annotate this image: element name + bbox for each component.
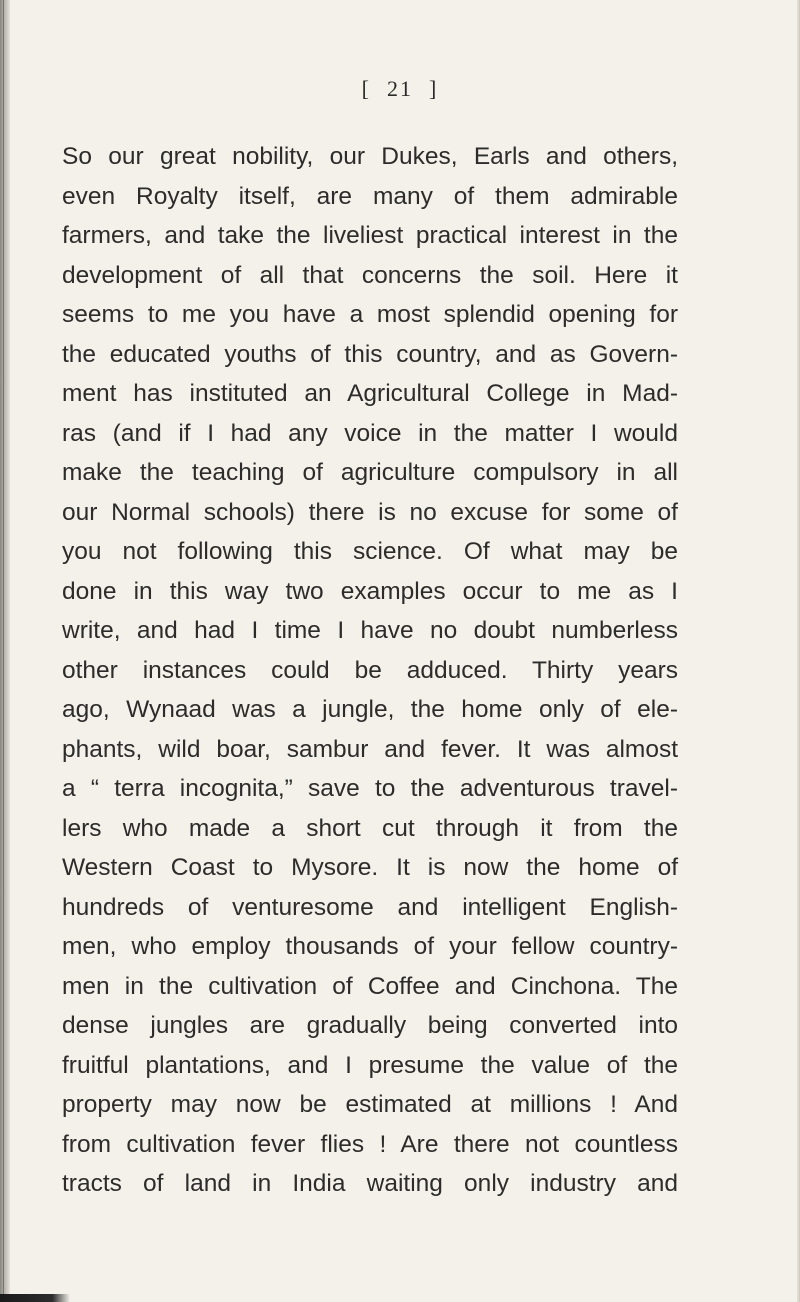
page-corner-shadow — [0, 1294, 70, 1302]
text-line: phants, wild boar, sambur and fever. It was almost — [62, 735, 678, 763]
text-line: tracts of land in India waiting only industry and — [62, 1170, 678, 1197]
text-line: ago, Wynaad was a jungle, the home only of ele- — [62, 696, 678, 723]
text-line: lers who made a short cut through it from the — [62, 814, 678, 842]
text-line: our Normal schools) there is no excuse for some of — [62, 498, 678, 526]
text-line: a “ terra incognita,” save to the adventurous travel- — [62, 775, 678, 802]
text-line: men, who employ thousands of your fellow country- — [62, 933, 678, 960]
text-line: from cultivation fever flies ! Are there not countless — [62, 1130, 678, 1158]
text-line: farmers, and take the liveliest practical interest in the — [62, 222, 678, 249]
text-line: men in the cultivation of Coffee and Cinchona. The — [62, 972, 678, 1000]
body-text — [62, 137, 678, 1204]
text-line: the educated youths of this country, and as Govern- — [62, 340, 678, 368]
text-line: you not following this science. Of what may be — [62, 538, 678, 565]
text-line: seems to me you have a most splendid opening for — [62, 301, 678, 328]
page-number — [0, 76, 800, 102]
text-line: ment has instituted an Agricultural College in Mad- — [62, 380, 678, 407]
text-line: even Royalty itself, are many of them admirable — [62, 182, 678, 210]
page-number-open-bracket: [ — [361, 76, 371, 101]
page-number-close-bracket: ] — [429, 76, 439, 101]
text-line: done in this way two examples occur to me as I — [62, 577, 678, 605]
text-line: ras (and if I had any voice in the matter I would — [62, 419, 678, 447]
text-line: hundreds of venturesome and intelligent English- — [62, 893, 678, 921]
text-line: property may now be estimated at millions ! And — [62, 1091, 678, 1118]
text-line: So our great nobility, our Dukes, Earls and others, — [62, 143, 678, 170]
page-binding-edge — [0, 0, 10, 1302]
text-line: dense jungles are gradually being converted into — [62, 1012, 678, 1039]
text-line: other instances could be adduced. Thirty years — [62, 656, 678, 684]
text-line: Western Coast to Mysore. It is now the home of — [62, 854, 678, 881]
text-line: development of all that concerns the soil. Here it — [62, 261, 678, 289]
text-line: make the teaching of agriculture compulsory in all — [62, 459, 678, 486]
page-number-value: 21 — [387, 76, 413, 101]
text-line: fruitful plantations, and I presume the value of the — [62, 1051, 678, 1079]
text-line: write, and had I time I have no doubt numberless — [62, 617, 678, 644]
